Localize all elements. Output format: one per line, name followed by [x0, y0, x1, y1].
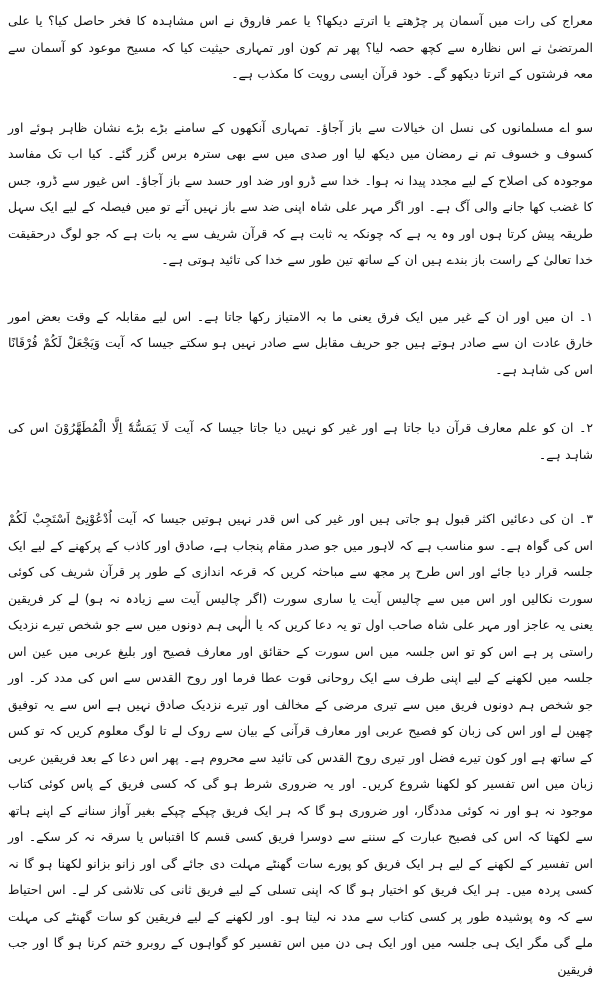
paragraph-point-two: ۲۔ ان کو علم معارف قرآن دیا جاتا ہے اور غیر کو نہیں دیا جاتا جیسا کہ آیت لَا يَمَسُّهٗٓ اِلَّا الْمُطَهَّرُوْنَ اس کی شاہد ہے۔	[8, 420, 593, 462]
paragraph-muslims-appeal: سو اے مسلمانوں کی نسل ان خیالات سے باز آجاؤ۔ تمہاری آنکھوں کے سامنے بڑے بڑے نشان ظاہر ہوئے اور کسوف و خسوف تم نے رمضان میں دیکھ لیا اور صدی میں سے بھی سترہ برس گزر گئے۔ کیا اب تک مفاسد موجودہ کی اصلاح کے لیے مجدد پیدا نہ ہوا۔ خدا سے ڈرو اور ضد اور حسد سے باز آجاؤ۔ اس غیور سے ڈرو، جس کا غضب کھا جانے والی آگ ہے۔ اور اگر مہر علی شاہ اپنی ضد سے باز نہیں آتے تو میں فیصلہ کے لیے ایک سہل طریقہ پیش کرتا ہوں اور وہ یہ ہے کہ چونکہ یہ ثابت ہے کہ قرآن شریف سے یہ بات ہے کہ جو لوگ درحقیقت خدا تعالیٰ کے راست باز بندے ہیں ان کے ساتھ تین طور سے خدا کی تائید ہوتی ہے۔	[8, 119, 593, 267]
paragraph-point-three: ۳۔ ان کی دعائیں اکثر قبول ہو جاتی ہیں اور غیر کی اس قدر نہیں ہوتیں جیسا کہ آیت اُدْعُوْنِیْٓ اَسْتَجِبْ لَكُمْ اس کی گواہ ہے۔ سو مناسب ہے کہ لاہور میں جو صدر مقام پنجاب ہے، صادق اور کاذب کے پرکھنے کے لیے ایک جلسہ قرار دیا جائے اور اس طرح پر مجھ سے مباحثہ کریں کہ قرعہ اندازی کے طور پر قرآن شریف کی کوئی سورت نکالیں اور اس میں سے چالیس آیت یا ساری سورت (اگر چالیس آیت سے زیادہ نہ ہو) لے کر فریقین یعنی یہ عاجز اور مہر علی شاہ صاحب اول تو یہ دعا کریں کہ یا الٰہی ہم دونوں میں سے جو شخص تیرے نزدیک راستی پر ہے اس کو تو اس جلسہ میں اس سورت کے حقائق اور معارف فصیح اور بلیغ عربی میں عین اس جلسہ میں لکھنے کے لیے اپنی طرف سے ایک روحانی قوت عطا فرما اور روح القدس سے اس کی مدد کر۔ اور جو شخص ہم دونوں فریق میں سے تیری مرضی کے مخالف اور تیرے نزدیک صادق نہیں ہے اس سے یہ توفیق چھین لے اور اس کی زبان کو فصیح عربی اور معارف قرآنی کے بیان سے روک لے تا لوگ معلوم کریں کہ تو کس کے ساتھ ہے اور کون تیرے فضل اور تیری روح القدس کی تائید سے محروم ہے۔ پھر اس دعا کے بعد فریقین عربی زبان میں اس تفسیر کو لکھنا شروع کریں۔ اور یہ ضروری شرط ہو گی کہ کسی فریق کے پاس کوئی کتاب موجود نہ ہو اور نہ کوئی مددگار، اور ضروری ہو گا کہ ہر ایک فریق چپکے چپکے بغیر آواز سنانے کے اپنے ہاتھ سے لکھتا کہ اس کی فصیح عبارت کے سننے سے دوسرا فریق کسی قسم کا اقتباس یا سرقہ نہ کر سکے۔ اور اس تفسیر کے لکھنے کے لیے ہر ایک فریق کو پورے سات گھنٹے مہلت دی جائے گی اور زانو بزانو لکھنا ہو گا نہ کسی پردہ میں۔ ہر ایک فریق کو اختیار ہو گا کہ اپنی تسلی کے لیے فریق ثانی کی تلاشی کر لے۔ اس احتیاط سے کہ وہ پوشیدہ طور پر کسی کتاب سے مدد نہ لیتا ہو۔ اور لکھنے کے لیے فریقین کو سات گھنٹے کی مہلت ملے گی مگر ایک ہی جلسہ میں اور ایک ہی دن میں اس تفسیر کو گواہوں کے روبرو ختم کرنا ہو گا اور جب فریقین	[8, 511, 593, 977]
paragraph-miraj: معراج کی رات میں آسمان پر چڑھتے یا اترتے دیکھا؟ یا عمر فاروق نے اس مشاہدہ کا فخر حاصل کیا؟ یا علی المرتضیٰ نے اس نظارہ سے کچھ حصہ لیا؟ پھر تم کون اور تمہاری حیثیت کیا کہ مسیح موعود کو آسمان سے معہ فرشتوں کے اترتا دیکھو گے۔ خود قرآن ایسی رویت کا مکذب ہے۔	[8, 13, 593, 81]
paragraph-point-one: ۱۔ ان میں اور ان کے غیر میں ایک فرق یعنی ما بہ الامتیاز رکھا جاتا ہے۔ اس لیے مقابلہ کے وقت بعض امور خارق عادت ان سے صادر ہوتے ہیں جو حریف مقابل سے صادر نہیں ہو سکتے جیسا کہ آیت وَيَجْعَلْ لَكُمْ فُرْقَانًا اس کی شاہد ہے۔	[8, 308, 593, 377]
